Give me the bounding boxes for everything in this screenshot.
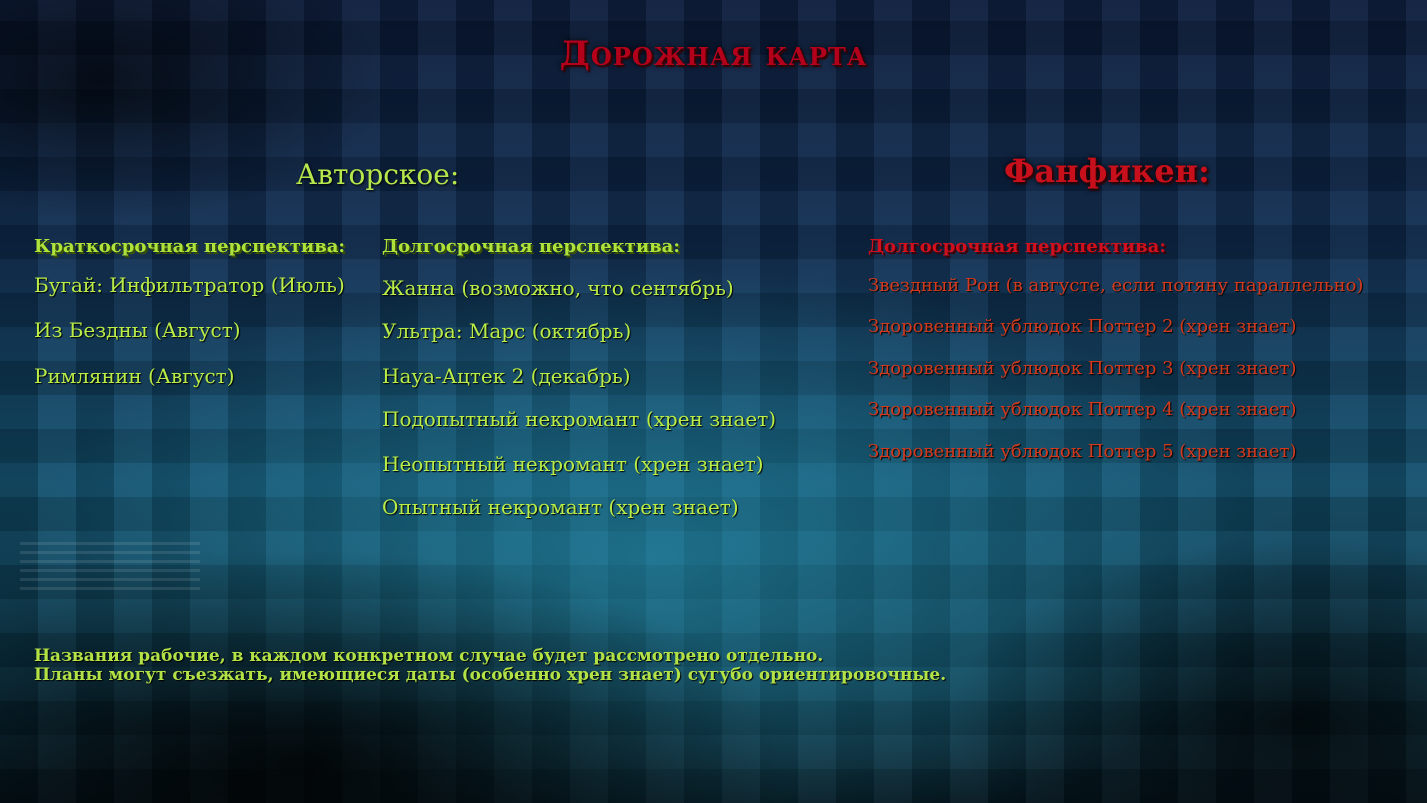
list-item: Бугай: Инфильтратор (Июль) [34,273,345,297]
list-item: Ультра: Марс (октябрь) [382,319,632,343]
footnote-line: Названия рабочие, в каждом конкретном случае будет рассмотрено отдельно. [34,646,824,666]
list-item: Науа-Ацтек 2 (декабрь) [382,364,631,388]
page-title: Дорожная карта [559,34,868,74]
fanfic-heading: Фанфикен: [1004,152,1210,190]
list-item: Здоровенный ублюдок Поттер 3 (хрен знает) [868,358,1297,379]
fanfic-long-term-heading: Долгосрочная перспектива: [868,236,1166,257]
list-item: Опытный некромант (хрен знает) [382,495,739,519]
list-item: Жанна (возможно, что сентябрь) [382,276,734,300]
background-texture [20,540,200,590]
list-item: Звездный Рон (в августе, если потяну параллельно) [868,275,1364,296]
list-item: Здоровенный ублюдок Поттер 5 (хрен знает) [868,441,1297,462]
long-term-heading: Долгосрочная перспектива: [382,236,680,257]
list-item: Неопытный некромант (хрен знает) [382,452,764,476]
short-term-heading: Краткосрочная перспектива: [34,236,346,257]
list-item: Здоровенный ублюдок Поттер 2 (хрен знает) [868,316,1297,337]
footnote-line: Планы могут съезжать, имеющиеся даты (особенно хрен знает) сугубо ориентировочные. [34,665,947,685]
list-item: Из Бездны (Август) [34,318,241,342]
footnote [34,647,946,685]
authored-heading: Авторское: [296,158,460,191]
list-item: Здоровенный ублюдок Поттер 4 (хрен знает) [868,399,1297,420]
list-item: Подопытный некромант (хрен знает) [382,407,777,431]
list-item: Римлянин (Август) [34,364,235,388]
